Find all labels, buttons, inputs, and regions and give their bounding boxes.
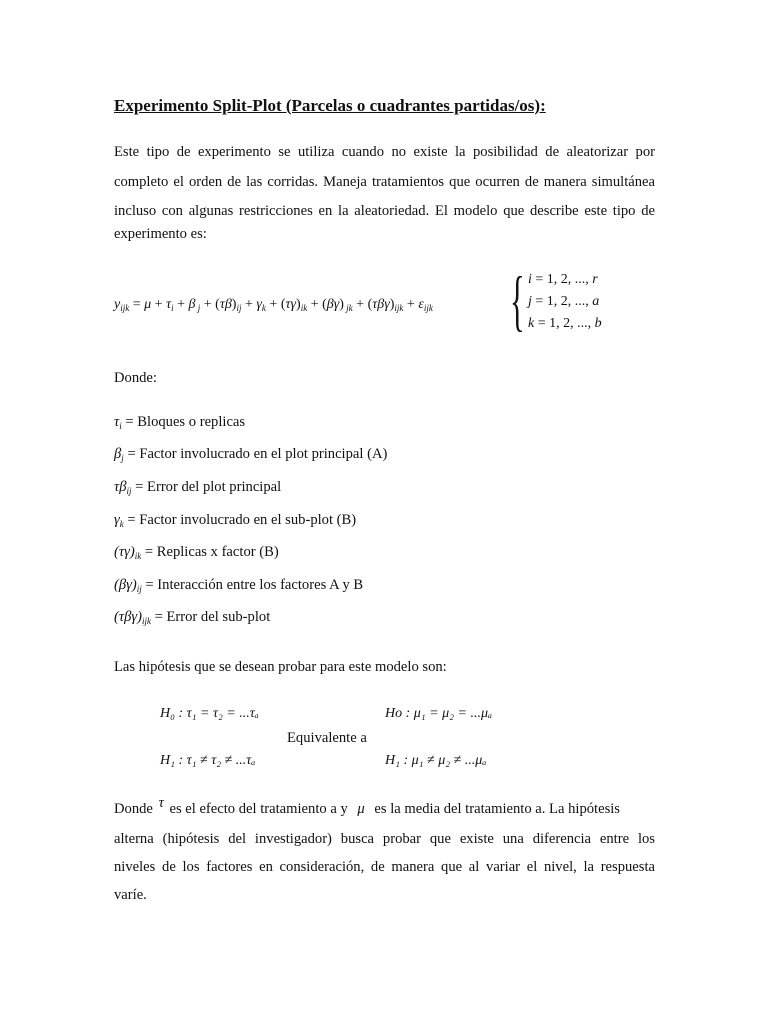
left-brace: { [510, 262, 525, 338]
closing-line-3: niveles de los factores en consideración, de manera que al variar el nivel, la respuesta [114, 859, 655, 875]
def-sub: j [121, 453, 124, 463]
intro-line-1: Este tipo de experimento se utiliza cuando no existe la posibilidad de aleatorizar por [114, 144, 655, 160]
closing-mid: es el efecto del tratamiento a y [169, 801, 348, 817]
hypothesis-intro: Las hipótesis que se desean probar para este modelo son: [114, 659, 447, 675]
def-symbol: τβ [114, 479, 127, 495]
def-text: = Bloques o replicas [121, 414, 246, 430]
def-sub: k [119, 519, 124, 529]
def-symbol: (τγ) [114, 544, 135, 560]
mu-symbol: μ [357, 801, 365, 817]
def-text: = Replicas x factor (B) [141, 544, 279, 560]
definition-taubeta [114, 479, 281, 496]
donde-label: Donde: [114, 370, 157, 386]
def-sub: ij [136, 584, 142, 594]
def-text: = Factor involucrado en el plot principal (A) [123, 446, 388, 462]
def-text: = Factor involucrado en el sub-plot (B) [123, 512, 357, 528]
closing-line-4: varíe. [114, 887, 147, 903]
definition-taubetagamma [114, 609, 270, 626]
h1-mu: H₁ : μ₁ ≠ μ₂ ≠ ...μₐ [385, 753, 487, 768]
def-symbol: (βγ) [114, 577, 137, 593]
range-i: i = 1, 2, ..., r [528, 272, 598, 287]
h1-tau: H₁ : τ₁ ≠ τ₂ ≠ ...τₐ [160, 753, 256, 768]
def-sub: i [119, 421, 122, 431]
h0-mu: Ho : μ₁ = μ₂ = ...μₐ [385, 706, 493, 721]
def-text: = Error del plot principal [131, 479, 282, 495]
closing-end: es la media del tratamiento a. La hipótesis [374, 801, 620, 817]
def-text: = Error del sub-plot [150, 609, 271, 625]
h0-tau: H₀ : τ₁ = τ₂ = ...τₐ [160, 706, 259, 721]
def-symbol: β [114, 446, 122, 462]
definition-betagamma [114, 577, 363, 594]
tau-symbol: τ [158, 795, 164, 811]
def-sub: ijk [141, 616, 151, 626]
range-k: k = 1, 2, ..., b [528, 316, 602, 331]
definition-taugamma [114, 544, 279, 561]
def-symbol: τ [114, 414, 120, 430]
range-j: j = 1, 2, ..., a [528, 294, 600, 309]
def-sub: ik [134, 551, 142, 561]
closing-line-2: alterna (hipótesis del investigador) busca probar que existe una diferencia entre los [114, 831, 655, 847]
def-text: = Interacción entre los factores A y B [141, 577, 364, 593]
definition-tau [114, 414, 245, 431]
def-symbol: (τβγ) [114, 609, 142, 625]
intro-line-4: experimento es: [114, 226, 207, 242]
intro-line-2: completo el orden de las corridas. Maneja tratamientos que ocurren de manera simultánea [114, 174, 655, 190]
def-symbol: γ [114, 512, 120, 528]
closing-word-donde: Donde [114, 801, 153, 817]
equivalent-label: Equivalente a [287, 730, 367, 746]
intro-line-3: incluso con algunas restricciones en la aleatoriedad. El modelo que describe este tipo de [114, 203, 655, 219]
def-sub: ij [126, 486, 132, 496]
model-equation: $y_{ijk} = \mu + \tau_i + \beta$ $_j + (\tau\beta)_{ij} + \gamma_k + (\tau\gamma)_{ik} + (\beta\gamma) _{jk} + (\tau\beta\gamma)_{ijk} + \varepsilon_{ijk}$ [114, 297, 433, 313]
document-title: Experimento Split-Plot (Parcelas o cuadrantes partidas/os): [114, 96, 546, 115]
definition-beta [114, 446, 387, 463]
definition-gamma [114, 512, 356, 529]
closing-line-1 [114, 795, 620, 818]
